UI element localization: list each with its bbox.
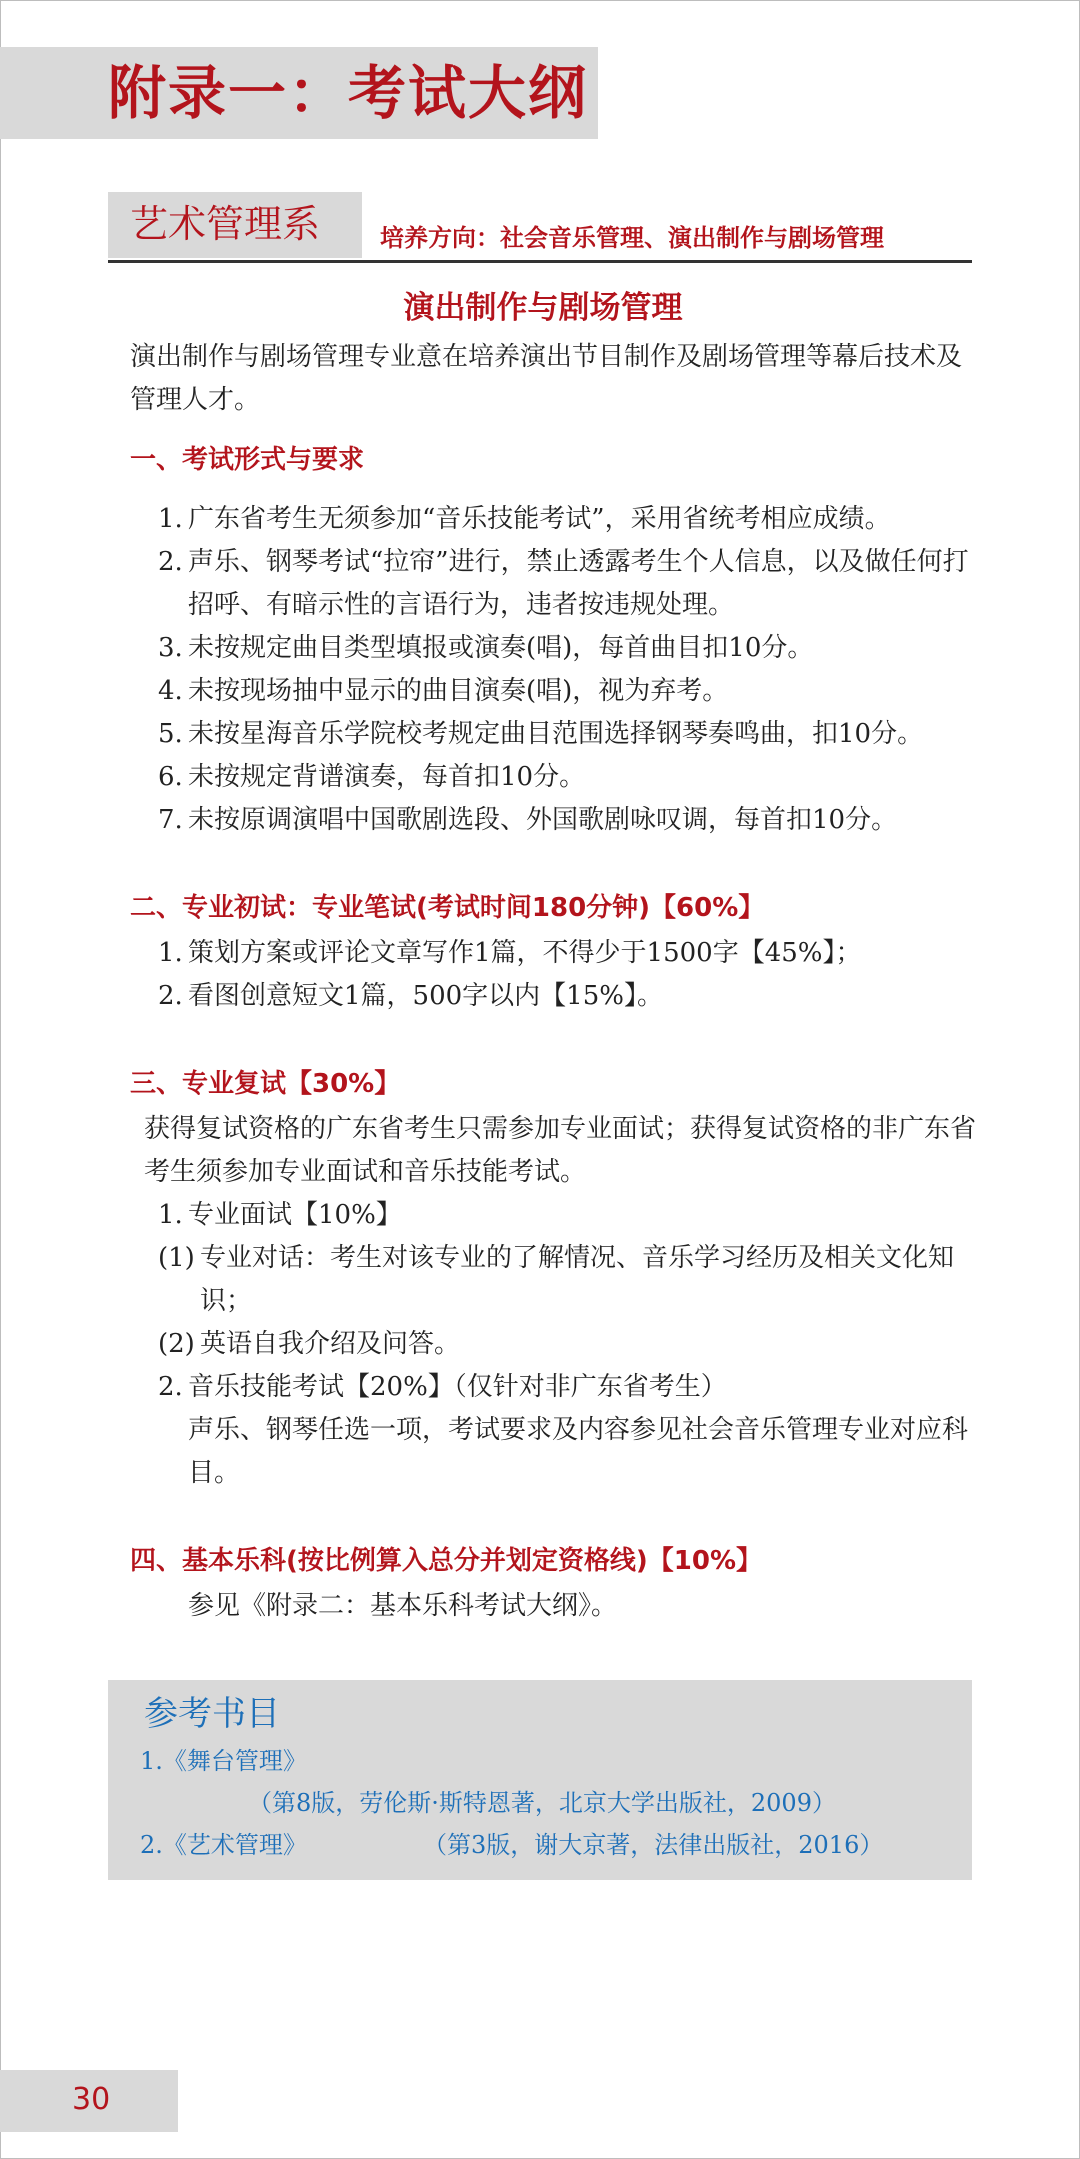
list-item: [108, 756, 978, 799]
section-heading-music-basics: 四、基本乐科(按比例算入总分并划定资格线)【10%】: [130, 1546, 762, 1576]
item-text: 未按规定曲目类型填报或演奏(唱)，每首曲目扣10分。: [188, 633, 814, 663]
references-box: [108, 1680, 972, 1880]
item-text: 音乐技能考试【20%】（仅针对非广东省考生）: [188, 1372, 727, 1402]
training-direction: 培养方向：社会音乐管理、演出制作与剧场管理: [380, 224, 884, 252]
item-number: 7.: [158, 805, 183, 835]
list-item: [108, 541, 978, 627]
section-heading-written-exam: 二、专业初试：专业笔试(考试时间180分钟)【60%】: [130, 893, 765, 923]
list-item: [108, 932, 978, 975]
references-title: 参考书目: [144, 1694, 280, 1734]
item-number: 2.: [158, 981, 183, 1011]
list-item: [108, 627, 978, 670]
item-text: 专业面试【10%】: [188, 1200, 402, 1230]
list-item: [108, 799, 978, 842]
reference-book-2: 2.《艺术管理》: [140, 1831, 307, 1859]
item-detail: 声乐、钢琴任选一项，考试要求及内容参见社会音乐管理专业对应科目。: [188, 1415, 969, 1488]
appendix-title: 附录一：考试大纲: [108, 59, 589, 127]
item-number: 2.: [158, 1372, 183, 1402]
major-title: 演出制作与剧场管理: [403, 290, 683, 326]
department-header: [108, 192, 972, 263]
major-intro: 演出制作与剧场管理专业意在培养演出节目制作及剧场管理等幕后技术及管理人才。: [130, 342, 963, 415]
list-item: [108, 670, 978, 713]
item-text: 专业对话：考生对该专业的了解情况、音乐学习经历及相关文化知识；: [200, 1243, 955, 1316]
sub-list-item: [108, 1323, 978, 1366]
list-item: [108, 975, 978, 1018]
list-item: [108, 498, 978, 541]
reference-book-1: 1.《舞台管理》: [140, 1747, 307, 1775]
item-number: (1): [158, 1243, 195, 1273]
section-intro: 获得复试资格的广东省考生只需参加专业面试；获得复试资格的非广东省考生须参加专业面试和音乐技能考试。: [144, 1114, 977, 1187]
item-number: 1.: [158, 504, 183, 534]
item-number: 1.: [158, 938, 183, 968]
list-item: [108, 1194, 978, 1237]
item-text: 英语自我介绍及问答。: [200, 1329, 461, 1359]
item-number: (2): [158, 1329, 195, 1359]
item-number: 2.: [158, 547, 183, 577]
section-text: 参见《附录二：基本乐科考试大纲》。: [188, 1591, 618, 1621]
item-text: 未按原调演唱中国歌剧选段、外国歌剧咏叹调，每首扣10分。: [188, 805, 898, 835]
page-number: 30: [72, 2082, 111, 2117]
section-heading-exam-format: 一、考试形式与要求: [130, 445, 365, 475]
main-content: [108, 282, 978, 1628]
item-number: 6.: [158, 762, 183, 792]
item-number: 4.: [158, 676, 183, 706]
item-text: 广东省考生无须参加“音乐技能考试”，采用省统考相应成绩。: [188, 504, 891, 534]
list-item: [108, 1366, 978, 1409]
department-name: 艺术管理系: [130, 202, 321, 246]
item-number: 5.: [158, 719, 183, 749]
item-text: 未按规定背谱演奏，每首扣10分。: [188, 762, 586, 792]
reference-book-1-detail: （第8版，劳伦斯·斯特恩著，北京大学出版社，2009）: [248, 1789, 836, 1817]
item-text: 未按星海音乐学院校考规定曲目范围选择钢琴奏鸣曲，扣10分。: [188, 719, 924, 749]
sub-list-item: [108, 1237, 978, 1323]
list-item: [108, 713, 978, 756]
item-text: 声乐、钢琴考试“拉帘”进行，禁止透露考生个人信息，以及做任何打招呼、有暗示性的言语行为，违者按违规处理。: [188, 547, 969, 620]
section-heading-interview: 三、专业复试【30%】: [130, 1069, 401, 1099]
item-text: 未按现场抽中显示的曲目演奏(唱)，视为弃考。: [188, 676, 729, 706]
department-tab: [108, 192, 362, 258]
item-text: 看图创意短文1篇，500字以内【15%】。: [188, 981, 663, 1011]
reference-book-2-detail: （第3版，谢大京著，法律出版社，2016）: [423, 1831, 884, 1859]
item-number: 1.: [158, 1200, 183, 1230]
item-number: 3.: [158, 633, 183, 663]
item-text: 策划方案或评论文章写作1篇，不得少于1500字【45%】；: [188, 938, 862, 968]
